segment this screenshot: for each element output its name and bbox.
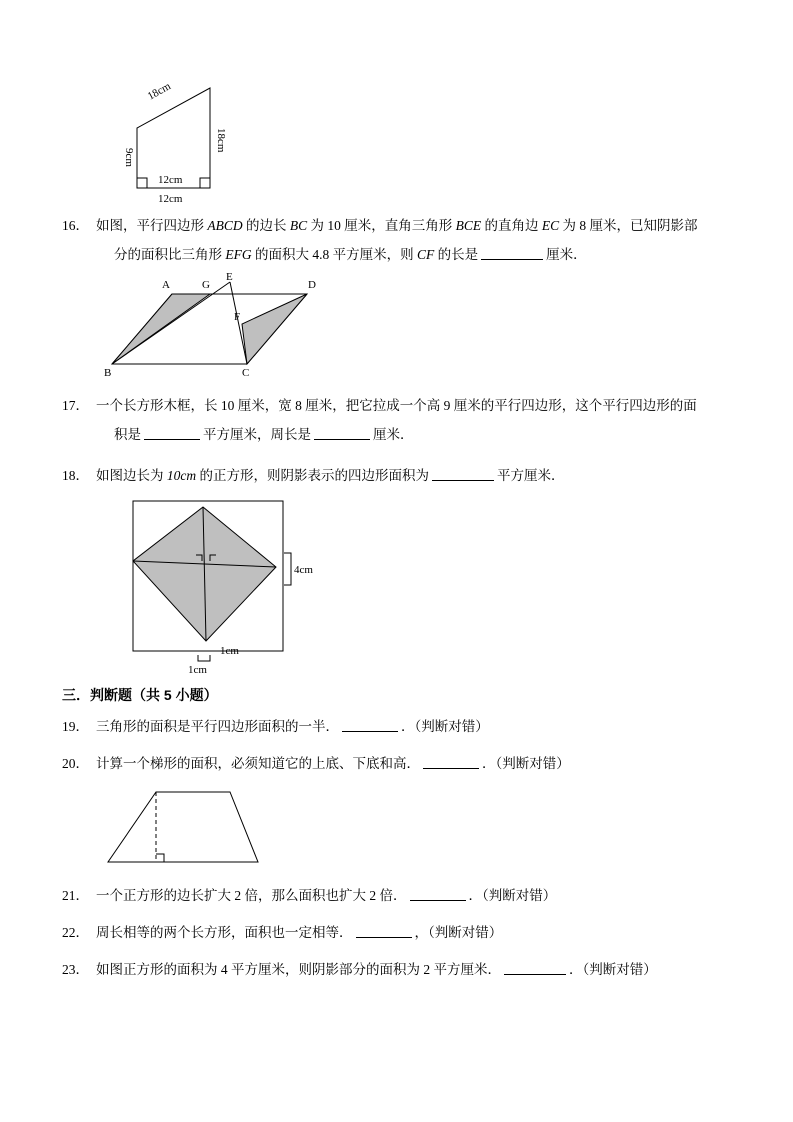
q16-answer-blank[interactable] <box>481 246 543 260</box>
figure-15-label-left: 9cm <box>123 148 135 167</box>
q16-t8: 的长是 <box>434 246 479 262</box>
q20-answer-blank[interactable] <box>423 755 479 769</box>
q16-abcd: ABCD <box>207 218 243 233</box>
q22-t2: ，（判断对错） <box>414 925 503 941</box>
figure-16-svg <box>102 272 362 380</box>
q21-t2: ．（判断对错） <box>468 888 557 904</box>
question-23-number: 23． <box>62 962 89 978</box>
figure-16 <box>102 272 742 380</box>
q16-bce: BCE <box>455 218 482 233</box>
q17-t1: 积是 <box>114 426 141 442</box>
figure-16-label-E: E <box>226 270 233 283</box>
question-19 <box>62 717 742 738</box>
question-19-number: 19． <box>62 718 89 734</box>
figure-20-svg <box>98 780 298 872</box>
question-21-line <box>96 886 742 907</box>
q16-cf: CF <box>417 246 435 262</box>
question-22-line <box>96 923 742 944</box>
question-16 <box>62 216 742 266</box>
question-21-number: 21． <box>62 888 89 904</box>
question-21-body <box>96 886 742 907</box>
q16-t7: 的面积大 4.8 平方厘米，则 <box>251 246 417 262</box>
figure-16-label-A: A <box>162 278 170 291</box>
q19-answer-blank[interactable] <box>342 718 398 732</box>
figure-18-bottom-text: 1cm <box>220 644 239 657</box>
q18-answer-blank[interactable] <box>432 467 494 481</box>
question-22-number: 22． <box>62 925 89 941</box>
q18-t3: 平方厘米． <box>497 467 565 483</box>
figure-15-bottom-text: 12cm <box>158 174 183 186</box>
q16-t6: 分的面积比三角形 <box>114 246 226 262</box>
q18-10cm: 10cm <box>166 467 197 483</box>
question-16-line1 <box>96 216 742 237</box>
question-17-line1: 一个长方形木框，长 10 厘米，宽 8 厘米，把它拉成一个高 9 厘米的平行四边形，这个平行四边形的面 <box>96 397 697 413</box>
page-content <box>62 60 742 981</box>
figure-15-label-hyp: 18cm <box>145 80 173 103</box>
figure-15-label-right: 18cm <box>215 128 227 153</box>
question-17-body <box>96 396 742 446</box>
q16-t9: 厘米． <box>546 246 587 262</box>
q19-t1: 三角形的面积是平行四边形面积的一半． <box>96 718 339 734</box>
question-20-line <box>96 754 742 775</box>
q19-t2: ．（判断对错） <box>401 718 489 734</box>
question-18-number: 18． <box>62 467 89 483</box>
figure-15-svg <box>92 66 292 205</box>
q16-bc: BC <box>289 218 308 233</box>
q16-efg: EFG <box>225 246 252 262</box>
question-20-body <box>96 754 742 775</box>
q16-t2: 的边长 <box>242 218 290 233</box>
q23-t2: ．（判断对错） <box>569 962 657 978</box>
question-18 <box>62 466 742 487</box>
question-20 <box>62 754 742 775</box>
q23-t1: 如图正方形的面积为 4 平方厘米，则阴影部分的面积为 2 平方厘米． <box>96 962 501 978</box>
figure-16-label-D: D <box>308 278 316 291</box>
q22-answer-blank[interactable] <box>356 924 412 938</box>
question-17-number: 17． <box>62 397 89 413</box>
q16-ec: EC <box>541 218 560 233</box>
question-18-line1 <box>96 466 742 487</box>
question-23-line <box>96 960 742 981</box>
question-18-body <box>96 466 742 487</box>
question-22 <box>62 923 742 944</box>
figure-20 <box>98 780 742 872</box>
question-23 <box>62 960 742 981</box>
section-heading: 三．判断题（共 5 小题） <box>62 686 218 703</box>
question-17 <box>62 396 742 446</box>
q16-t3: 为 10 厘米，直角三角形 <box>307 218 456 233</box>
question-20-number: 20． <box>62 755 89 771</box>
question-19-body <box>96 717 742 738</box>
q16-t5: 为 8 厘米，已知阴影部 <box>559 218 698 233</box>
figure-18-label-bottom: 1cm <box>188 663 207 676</box>
q20-t2: ．（判断对错） <box>482 755 570 771</box>
question-23-body <box>96 960 742 981</box>
figure-18-label-right: 4cm <box>294 563 313 576</box>
q22-t1: 周长相等的两个长方形，面积也一定相等． <box>96 925 353 941</box>
q21-t1: 一个正方形的边长扩大 2 倍，那么面积也扩大 2 倍． <box>96 888 407 904</box>
figure-16-label-F: F <box>234 310 241 323</box>
figure-16-label-G: G <box>202 278 210 291</box>
q16-t1: 如图，平行四边形 <box>96 218 208 233</box>
question-22-body <box>96 923 742 944</box>
q17-t2: 平方厘米，周长是 <box>203 426 311 442</box>
q20-t1: 计算一个梯形的面积，必须知道它的上底、下底和高． <box>96 755 420 771</box>
question-19-line <box>96 717 742 738</box>
question-16-line2 <box>96 245 742 266</box>
question-16-body <box>96 216 742 266</box>
question-21 <box>62 886 742 907</box>
figure-16-label-C: C <box>242 366 250 379</box>
question-16-number: 16． <box>62 218 89 233</box>
question-17-line2 <box>96 425 742 446</box>
figure-15-label-bottom: 12cm <box>158 193 183 205</box>
figure-18 <box>98 493 742 676</box>
q17-answer-blank-1[interactable] <box>144 426 200 440</box>
figure-16-label-B: B <box>104 366 112 379</box>
q21-answer-blank[interactable] <box>410 887 466 901</box>
q23-answer-blank[interactable] <box>504 961 566 975</box>
q17-t3: 厘米． <box>373 426 414 442</box>
q18-t1: 如图边长为 <box>96 467 167 483</box>
q17-answer-blank-2[interactable] <box>314 426 370 440</box>
q18-t2: 的正方形，则阴影表示的四边形面积为 <box>196 467 429 483</box>
figure-15 <box>92 66 742 205</box>
q16-t4: 的直角边 <box>481 218 542 233</box>
